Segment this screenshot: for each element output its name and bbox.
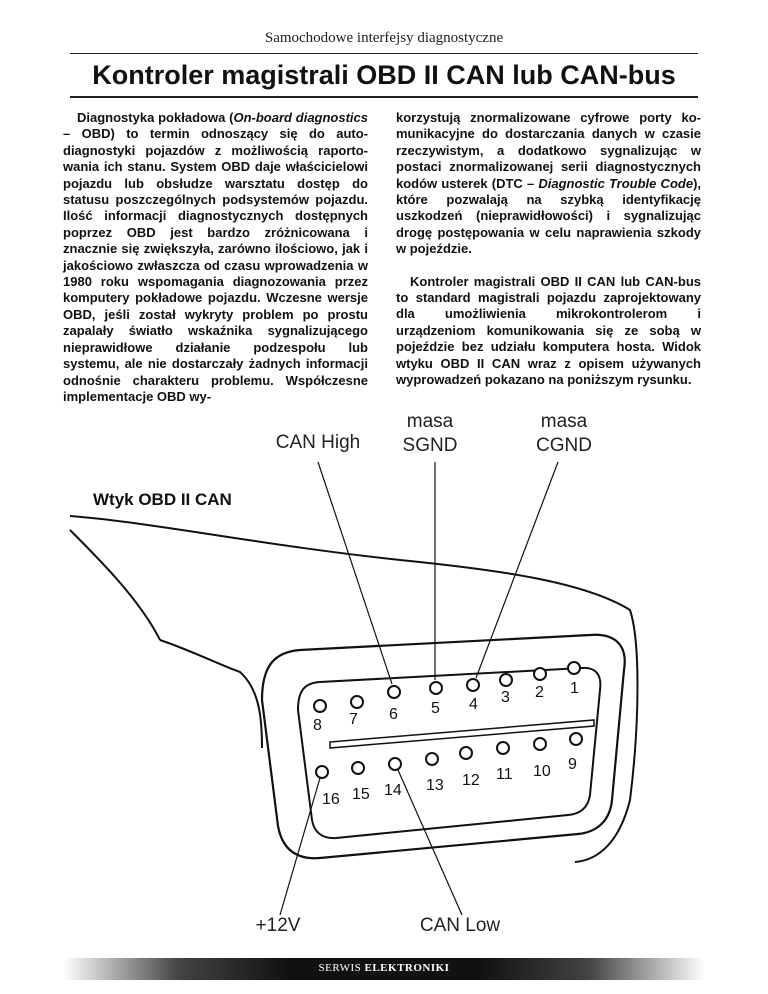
pin-label-4: 4 [469, 696, 478, 713]
pin-label-11: 11 [496, 766, 513, 783]
running-header: Samochodowe interfejsy diagnostyczne [264, 30, 504, 46]
pin-label-12: 12 [462, 772, 480, 789]
pin-16 [316, 766, 328, 778]
label-can-high: CAN High [275, 432, 361, 453]
pin-3 [500, 674, 512, 686]
label-12v: +12V [255, 915, 301, 936]
pin-label-3: 3 [501, 689, 510, 706]
label-masa-cgnd: masa CGND [536, 411, 592, 456]
pin-13 [426, 753, 438, 765]
pin-14 [389, 758, 401, 770]
pin-label-5: 5 [431, 700, 440, 717]
pin-1 [568, 662, 580, 674]
label-can-low: CAN Low [419, 915, 501, 936]
connector-title: Wtyk OBD II CAN [93, 490, 232, 509]
connector-body-left [70, 530, 160, 640]
pin-12 [460, 747, 472, 759]
pin-label-13: 13 [426, 777, 444, 794]
pin-15 [352, 762, 364, 774]
pin-4 [467, 679, 479, 691]
pin-label-6: 6 [389, 706, 398, 723]
pin-7 [351, 696, 363, 708]
pin-6 [388, 686, 400, 698]
pin-label-7: 7 [349, 711, 358, 728]
footer-brand: SERWIS ELEKTRONIKI [318, 962, 450, 974]
pin-label-8: 8 [313, 717, 322, 734]
pin-label-9: 9 [568, 756, 577, 773]
pin-9 [570, 733, 582, 745]
pin-11 [497, 742, 509, 754]
pin-2 [534, 668, 546, 680]
connector-body-side [160, 640, 262, 748]
label-masa-sgnd: masa SGND [402, 411, 458, 456]
connector-inner-frame [298, 668, 600, 838]
leader-can-high [318, 462, 392, 684]
pin-label-15: 15 [352, 786, 370, 803]
pin-label-2: 2 [535, 684, 544, 701]
leader-lines [280, 462, 558, 915]
pin-label-16: 16 [322, 791, 340, 808]
pin-label-14: 14 [384, 782, 402, 799]
pin-10 [534, 738, 546, 750]
connector-center-slot [330, 720, 594, 748]
article-title: Kontroler magistrali OBD II CAN lub CAN-bus [92, 60, 676, 90]
pin-label-10: 10 [533, 763, 551, 780]
pin-8 [314, 700, 326, 712]
pin-label-1: 1 [570, 680, 579, 697]
paragraph: Diagnostyka pokładowa (On-board diagnostics – OBD) to termin odnoszący się do autodiagnostyki pojazdów z możliwością raportowania ich stanu. System OBD daje właścicielowi pojazdu lub obsłudze warsztatu dostęp do statusu poszczególnych podsystemów pojazdu. Ilość informacji diagnostycznych dostępnych poprzez OBD jest bardzo zróżnicowana i znacznie się zwiększyła, zarówno ilościowo, jak i jakościowo zwłaszcza od czasu wprowadzenia w 1980 roku wspomagania diagnozowania przez komputery pokładowe pojazdu. Wczesne wersje OBD, jeśli został wykryty problem po prostu zapalały światło wskaźnika sygnalizującego nieprawidłowe działanie podzespołu lub systemu, ale nie dostarczały żadnych informacji odnośnie charakteru problemu. Współczesne implementacje OBD wy- [63, 110, 368, 404]
paragraph: korzystują znormalizowane cyfrowe porty komunikacyjne do dostarczania danych w czasie rzeczywistym, a dodatkowo sygnalizując w postaci znormalizowanej serii diagnostycznych kodów usterek (DTC – Diagnostic Trouble Code), które pozwalają na szybką identyfikację uszkodzeń (nieprawidłowości) i sygnalizując drogę postępowania w celu naprawienia szkody w pojeździe. [396, 110, 702, 257]
pin-5 [430, 682, 442, 694]
paragraph: Kontroler magistrali OBD II CAN lub CAN-bus to standard magistrali pojazdu zaprojektowany dla umożliwienia mikrokontrolerom i urządzeniom komunikowania się ze sobą w pojeździe bez udziału komputera hosta. Widok wtyku OBD II CAN wraz z opisem używanych wyprowadzeń pokazano na poniższym rysunku. [396, 273, 701, 388]
